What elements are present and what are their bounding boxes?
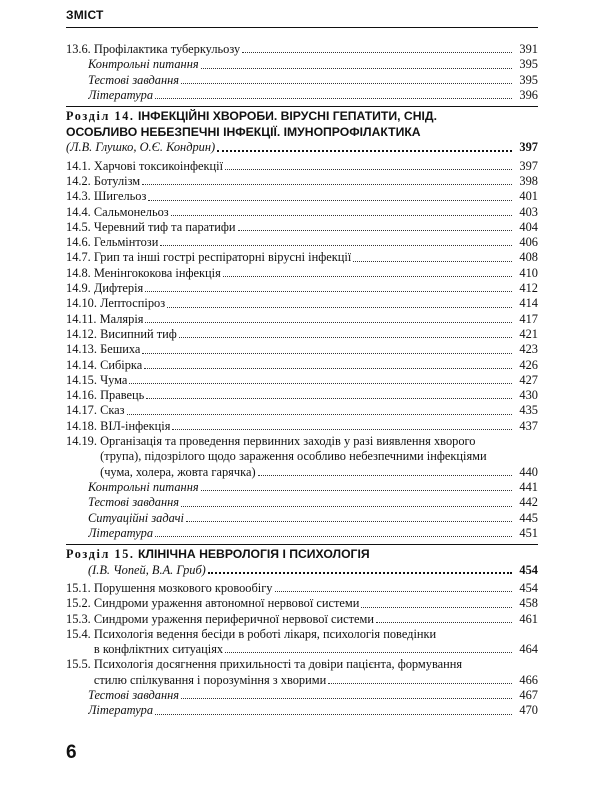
table-of-contents bbox=[66, 42, 538, 719]
section-authors-15[interactable]: (І.В. Чопей, В.А. Гриб) 454 bbox=[88, 562, 538, 577]
toc-entry[interactable]: 14.4. Сальмонельоз 403 bbox=[66, 204, 538, 219]
toc-entry[interactable]: 14.11. Малярія 417 bbox=[66, 311, 538, 326]
toc-entry[interactable]: 14.1. Харчові токсикоінфекції 397 bbox=[66, 158, 538, 173]
toc-entry[interactable]: Тестові завдання 442 bbox=[88, 495, 538, 510]
section-divider bbox=[66, 106, 538, 107]
toc-entry[interactable]: 14.14. Сибірка 426 bbox=[66, 357, 538, 372]
section-heading-15[interactable]: Розділ 15. КЛІНІЧНА НЕВРОЛОГІЯ І ПСИХОЛОГІЯ bbox=[66, 547, 370, 562]
toc-entry[interactable]: 14.15. Чума 427 bbox=[66, 372, 538, 387]
toc-entry[interactable]: 14.6. Гельмінтози 406 bbox=[66, 235, 538, 250]
toc-entry[interactable]: Контрольні питання 441 bbox=[88, 479, 538, 494]
toc-entry[interactable]: 14.18. ВІЛ-інфекція 437 bbox=[66, 418, 538, 433]
section-authors-14[interactable]: (Л.В. Глушко, О.Є. Кондрин) 397 bbox=[66, 140, 538, 155]
toc-entry[interactable]: 14.7. Грип та інші гострі респіраторні вірусні інфекції 408 bbox=[66, 250, 538, 265]
toc-entry[interactable]: 15.2. Синдроми ураження автономної нервової системи 458 bbox=[66, 596, 538, 611]
toc-entry[interactable]: 14.10. Лептоспіроз 414 bbox=[66, 296, 538, 311]
section-divider bbox=[66, 544, 538, 545]
toc-entry[interactable]: 14.9. Дифтерія 412 bbox=[66, 281, 538, 296]
page-number: 6 bbox=[66, 742, 77, 763]
toc-entry[interactable]: 14.5. Черевний тиф та паратифи 404 bbox=[66, 219, 538, 234]
running-header: ЗМІСТ bbox=[66, 8, 104, 22]
toc-entry[interactable]: Література 470 bbox=[88, 703, 538, 718]
section-heading-14[interactable]: Розділ 14. ІНФЕКЦІЙНІ ХВОРОБИ. ВІРУСНІ ГЕПАТИТИ, СНІД. ОСОБЛИВО НЕБЕЗПЕЧНІ ІНФЕКЦІЇ. ІМУНОПРОФІЛАКТИКА bbox=[66, 109, 437, 139]
toc-entry[interactable]: 14.17. Сказ 435 bbox=[66, 403, 538, 418]
toc-entry[interactable]: Література 451 bbox=[88, 525, 538, 540]
toc-entry[interactable]: 15.3. Синдроми ураження периферичної нервової системи 461 bbox=[66, 611, 538, 626]
toc-entry[interactable]: Тестові завдання 467 bbox=[88, 688, 538, 703]
toc-entry[interactable]: 14.3. Шигельоз 401 bbox=[66, 189, 538, 204]
toc-entry[interactable]: Тестові завдання 395 bbox=[88, 72, 538, 87]
toc-entry-multiline[interactable]: 14.19. Організація та проведення первинних заходів у разі виявлення хворого (трупа), підозрілого щодо зараження особливо небезпечними інфекціями (чума, холера, жовта гарячка) 440 bbox=[66, 434, 538, 479]
toc-entry[interactable]: 13.6. Профілактика туберкульозу 391 bbox=[66, 42, 538, 56]
toc-entry-multiline[interactable]: 15.4. Психологія ведення бесіди в роботі лікаря, психологія поведінки в конфліктних ситуаціях 464 bbox=[66, 626, 538, 657]
toc-entry[interactable]: 14.8. Менінгококова інфекція 410 bbox=[66, 265, 538, 280]
toc-entry-multiline[interactable]: 15.5. Психологія досягнення прихильності та довіри пацієнта, формування стилю спілкування і порозуміння з хворими 466 bbox=[66, 657, 538, 687]
header-rule bbox=[66, 27, 538, 28]
toc-entry[interactable]: 14.16. Правець 430 bbox=[66, 388, 538, 403]
toc-entry[interactable]: Ситуаційні задачі 445 bbox=[88, 510, 538, 525]
toc-entry[interactable]: Література 396 bbox=[88, 87, 538, 102]
toc-entry[interactable]: Контрольні питання 395 bbox=[88, 57, 538, 72]
toc-entry[interactable]: 15.1. Порушення мозкового кровообігу 454 bbox=[66, 580, 538, 595]
toc-entry[interactable]: 14.2. Ботулізм 398 bbox=[66, 173, 538, 188]
toc-entry[interactable]: 14.12. Висипний тиф 421 bbox=[66, 326, 538, 341]
toc-entry[interactable]: 14.13. Бешиха 423 bbox=[66, 342, 538, 357]
